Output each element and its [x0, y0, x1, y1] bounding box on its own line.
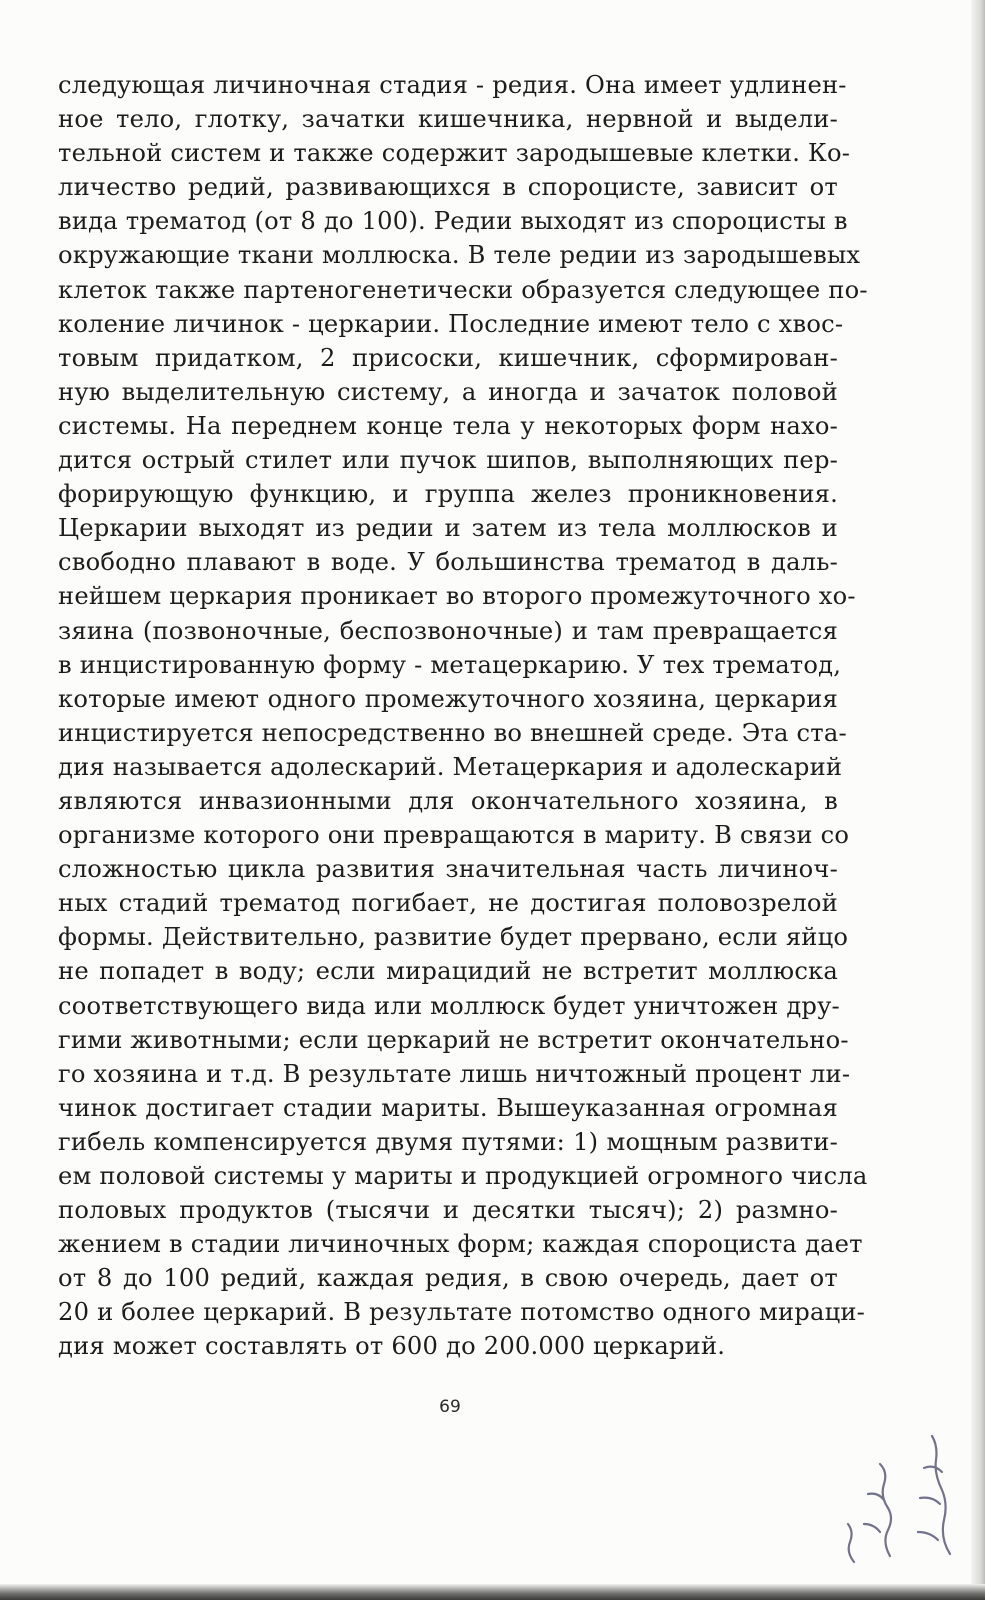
text-line: от 8 до 100 редий, каждая редия, в свою очередь, дает от: [58, 1264, 838, 1293]
text-line: 20 и более церкарий. В результате потомство одного мираци-: [58, 1298, 866, 1327]
text-line: нейшем церкария проникает во второго промежуточного хо-: [58, 582, 856, 611]
body-text: [58, 68, 868, 1364]
text-line: ную выделительную систему, а иногда и зачаток половой: [58, 377, 838, 406]
page-number: 69: [439, 1397, 461, 1417]
text-line: ем половой системы у мариты и продукцией огромного числа: [58, 1162, 868, 1190]
text-line: форирующую функцию, и группа желез проникновения.: [58, 480, 838, 509]
text-line: Церкарии выходят из редии и затем из тела моллюсков и: [58, 514, 838, 543]
text-line: товым придатком, 2 присоски, кишечник, сформирован-: [58, 343, 838, 372]
text-line: свободно плавают в воде. У большинства трематод в даль-: [58, 548, 838, 577]
page-edge-bottom: [0, 1584, 985, 1600]
text-line: следующая личиночная стадия - редия. Она имеет удлинен-: [58, 71, 847, 99]
text-line: ных стадий трематод погибает, не достигая половозрелой: [58, 889, 838, 918]
text-line: в инцистированную форму - метацеркарию. У тех трематод,: [58, 650, 842, 679]
text-line: инцистируется непосредственно во внешней среде. Эта ста-: [58, 718, 847, 747]
text-line: тельной систем и также содержит зародышевые клетки. Ко-: [58, 139, 851, 168]
text-line: личество редий, развивающихся в спороцисте, зависит от: [58, 173, 838, 202]
text-line: клеток также партеногенетически образуется следующее по-: [58, 275, 868, 304]
text-line: дится острый стилет или пучок шипов, выполняющих пер-: [58, 446, 838, 475]
text-line: являются инвазионными для окончательного хозяина, в: [58, 786, 838, 815]
text-line: ное тело, глотку, зачатки кишечника, нервной и выдели-: [58, 105, 838, 134]
text-line: гибель компенсируется двумя путями: 1) мощным развити-: [58, 1127, 838, 1156]
text-line: организме которого они превращаются в мариту. В связи со: [58, 821, 850, 850]
text-line: системы. На переднем конце тела у некоторых форм нахо-: [58, 411, 838, 440]
text-line: сложностью цикла развития значительная часть личиноч-: [58, 855, 838, 884]
handwritten-annotation: [820, 1428, 970, 1578]
text-line: зяина (позвоночные, беспозвоночные) и там превращается: [58, 616, 838, 645]
text-line: не попадет в воду; если мирацидий не встретит моллюска: [58, 957, 838, 986]
page-edge-right: [971, 0, 985, 1600]
text-line: го хозяина и т.д. В результате лишь ничтожный процент ли-: [58, 1059, 851, 1088]
text-line: дия может составлять от 600 до 200.000 церкарий.: [58, 1332, 726, 1361]
text-line: чинок достигает стадии мариты. Вышеуказанная огромная: [58, 1093, 838, 1122]
text-line: соответствующего вида или моллюск будет уничтожен дру-: [58, 991, 840, 1020]
text-line: жением в стадии личиночных форм; каждая спороциста дает: [58, 1230, 863, 1259]
text-line: половых продуктов (тысячи и десятки тысяч); 2) размно-: [58, 1196, 838, 1225]
text-line: окружающие ткани моллюска. В теле редии из зародышевых: [58, 241, 861, 270]
text-line: коление личинок - церкарии. Последние имеют тело с хвос-: [58, 309, 844, 338]
text-line: вида трематод (от 8 до 100). Редии выходят из спороцисты в: [58, 207, 848, 236]
text-line: формы. Действительно, развитие будет прервано, если яйцо: [58, 923, 849, 952]
text-line: дия называется адолескарий. Метацеркария и адолескарий: [58, 752, 843, 781]
text-line: гими животными; если церкарий не встретит окончательно-: [58, 1025, 849, 1054]
text-line: которые имеют одного промежуточного хозяина, церкария: [58, 684, 838, 713]
